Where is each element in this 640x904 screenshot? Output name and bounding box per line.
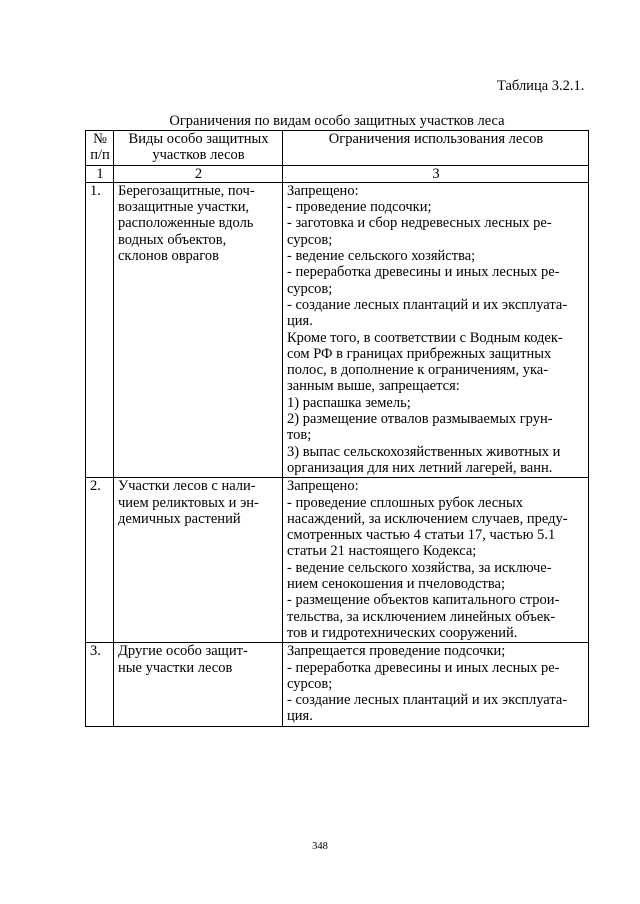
restriction-line: - переработка древесины и иных лесных ре- — [287, 264, 560, 281]
restriction-line: - создание лесных плантаций и их эксплуата- — [287, 692, 568, 709]
column-number: 1 — [86, 165, 114, 182]
restriction-line: - ведение сельского хозяйства; — [287, 248, 476, 265]
restriction-line: 1) распашка земель; — [287, 394, 411, 411]
table-body — [86, 182, 589, 726]
restriction-line: сурсов; — [287, 231, 333, 248]
restriction-line: полос, в дополнение к ограничениям, ука- — [287, 362, 549, 379]
restriction-line: - проведение сплошных рубок лесных — [287, 494, 523, 511]
restriction-line: тов и гидротехнических сооружений. — [287, 624, 518, 641]
row-type-line: демичных растений — [118, 510, 241, 527]
restriction-line: смотренных частью 4 статьи 17, частью 5.1 — [287, 527, 556, 544]
restriction-line: организация для них летний лагерей, ванн. — [287, 459, 553, 476]
column-number-row — [86, 165, 589, 182]
header-num-line: п/п — [90, 147, 110, 164]
row-type — [114, 182, 283, 477]
restriction-line: сурсов; — [287, 675, 333, 692]
header-types-line: участков лесов — [152, 147, 245, 164]
row-type-line: Участки лесов с нали- — [118, 478, 256, 495]
restriction-line: - размещение объектов капитального строи- — [287, 592, 560, 609]
row-type-line: расположенные вдоль — [118, 215, 254, 232]
row-type-line: ные участки лесов — [118, 659, 233, 676]
page-number: 348 — [312, 841, 328, 852]
restriction-line: Запрещено: — [287, 478, 359, 495]
table-row — [86, 182, 589, 477]
row-number: 1. — [86, 182, 114, 477]
row-number: 3. — [86, 643, 114, 726]
restriction-line: занным выше, запрещается: — [287, 378, 460, 395]
restriction-line: нием сенокошения и пчеловодства; — [287, 576, 505, 593]
column-number: 3 — [283, 165, 589, 182]
row-type — [114, 643, 283, 726]
table-row — [86, 643, 589, 726]
restriction-line: статьи 21 настоящего Кодекса; — [287, 543, 477, 560]
restriction-line: - заготовка и сбор недревесных лесных ре- — [287, 215, 552, 232]
restrictions-table — [85, 130, 589, 727]
restriction-line: - переработка древесины и иных лесных ре- — [287, 659, 560, 676]
table-number: Таблица 3.2.1. — [497, 78, 585, 94]
restriction-line: Запрещается проведение подсочки; — [287, 643, 506, 660]
restriction-line: - создание лесных плантаций и их эксплуата- — [287, 296, 568, 313]
header-restrictions: Ограничения использования лесов — [283, 131, 589, 166]
restriction-line: - проведение подсочки; — [287, 199, 432, 216]
restriction-line: тельства, за исключением линейных объек- — [287, 608, 556, 625]
restriction-line: сом РФ в границах прибрежных защитных — [287, 345, 552, 362]
header-types-line: Виды особо защитных — [128, 131, 269, 147]
restriction-line: 3) выпас сельскохозяйственных животных и — [287, 443, 561, 460]
restriction-line: ция. — [287, 313, 313, 330]
row-type-line: чием реликтовых и эн- — [118, 494, 259, 511]
header-row — [86, 131, 589, 166]
header-num-line: № — [93, 131, 107, 147]
restriction-line: 2) размещение отвалов размываемых грун- — [287, 411, 553, 428]
restriction-line: Кроме того, в соответствии с Водным кодек- — [287, 329, 563, 346]
restriction-line: тов; — [287, 427, 312, 444]
row-type-line: возащитные участки, — [118, 199, 250, 216]
table-header — [86, 131, 589, 183]
column-number: 2 — [114, 165, 283, 182]
row-type-line: водных объектов, — [118, 231, 227, 248]
row-number: 2. — [86, 478, 114, 643]
table-caption: Ограничения по видам особо защитных участков леса — [169, 113, 505, 129]
restriction-line: Запрещено: — [287, 182, 359, 199]
row-restrictions — [283, 643, 589, 726]
row-type-line: склонов оврагов — [118, 248, 219, 265]
restriction-line: сурсов; — [287, 280, 333, 297]
restriction-line: ция. — [287, 708, 313, 725]
row-type — [114, 478, 283, 643]
row-restrictions — [283, 478, 589, 643]
header-types — [114, 131, 283, 166]
restriction-line: - ведение сельского хозяйства, за исключе- — [287, 559, 552, 576]
row-type-line: Другие особо защит- — [118, 643, 248, 660]
row-restrictions — [283, 182, 589, 477]
table-row — [86, 478, 589, 643]
restriction-line: насаждений, за исключением случаев, преду- — [287, 510, 568, 527]
row-type-line: Берегозащитные, поч- — [118, 182, 255, 199]
header-num — [86, 131, 114, 166]
